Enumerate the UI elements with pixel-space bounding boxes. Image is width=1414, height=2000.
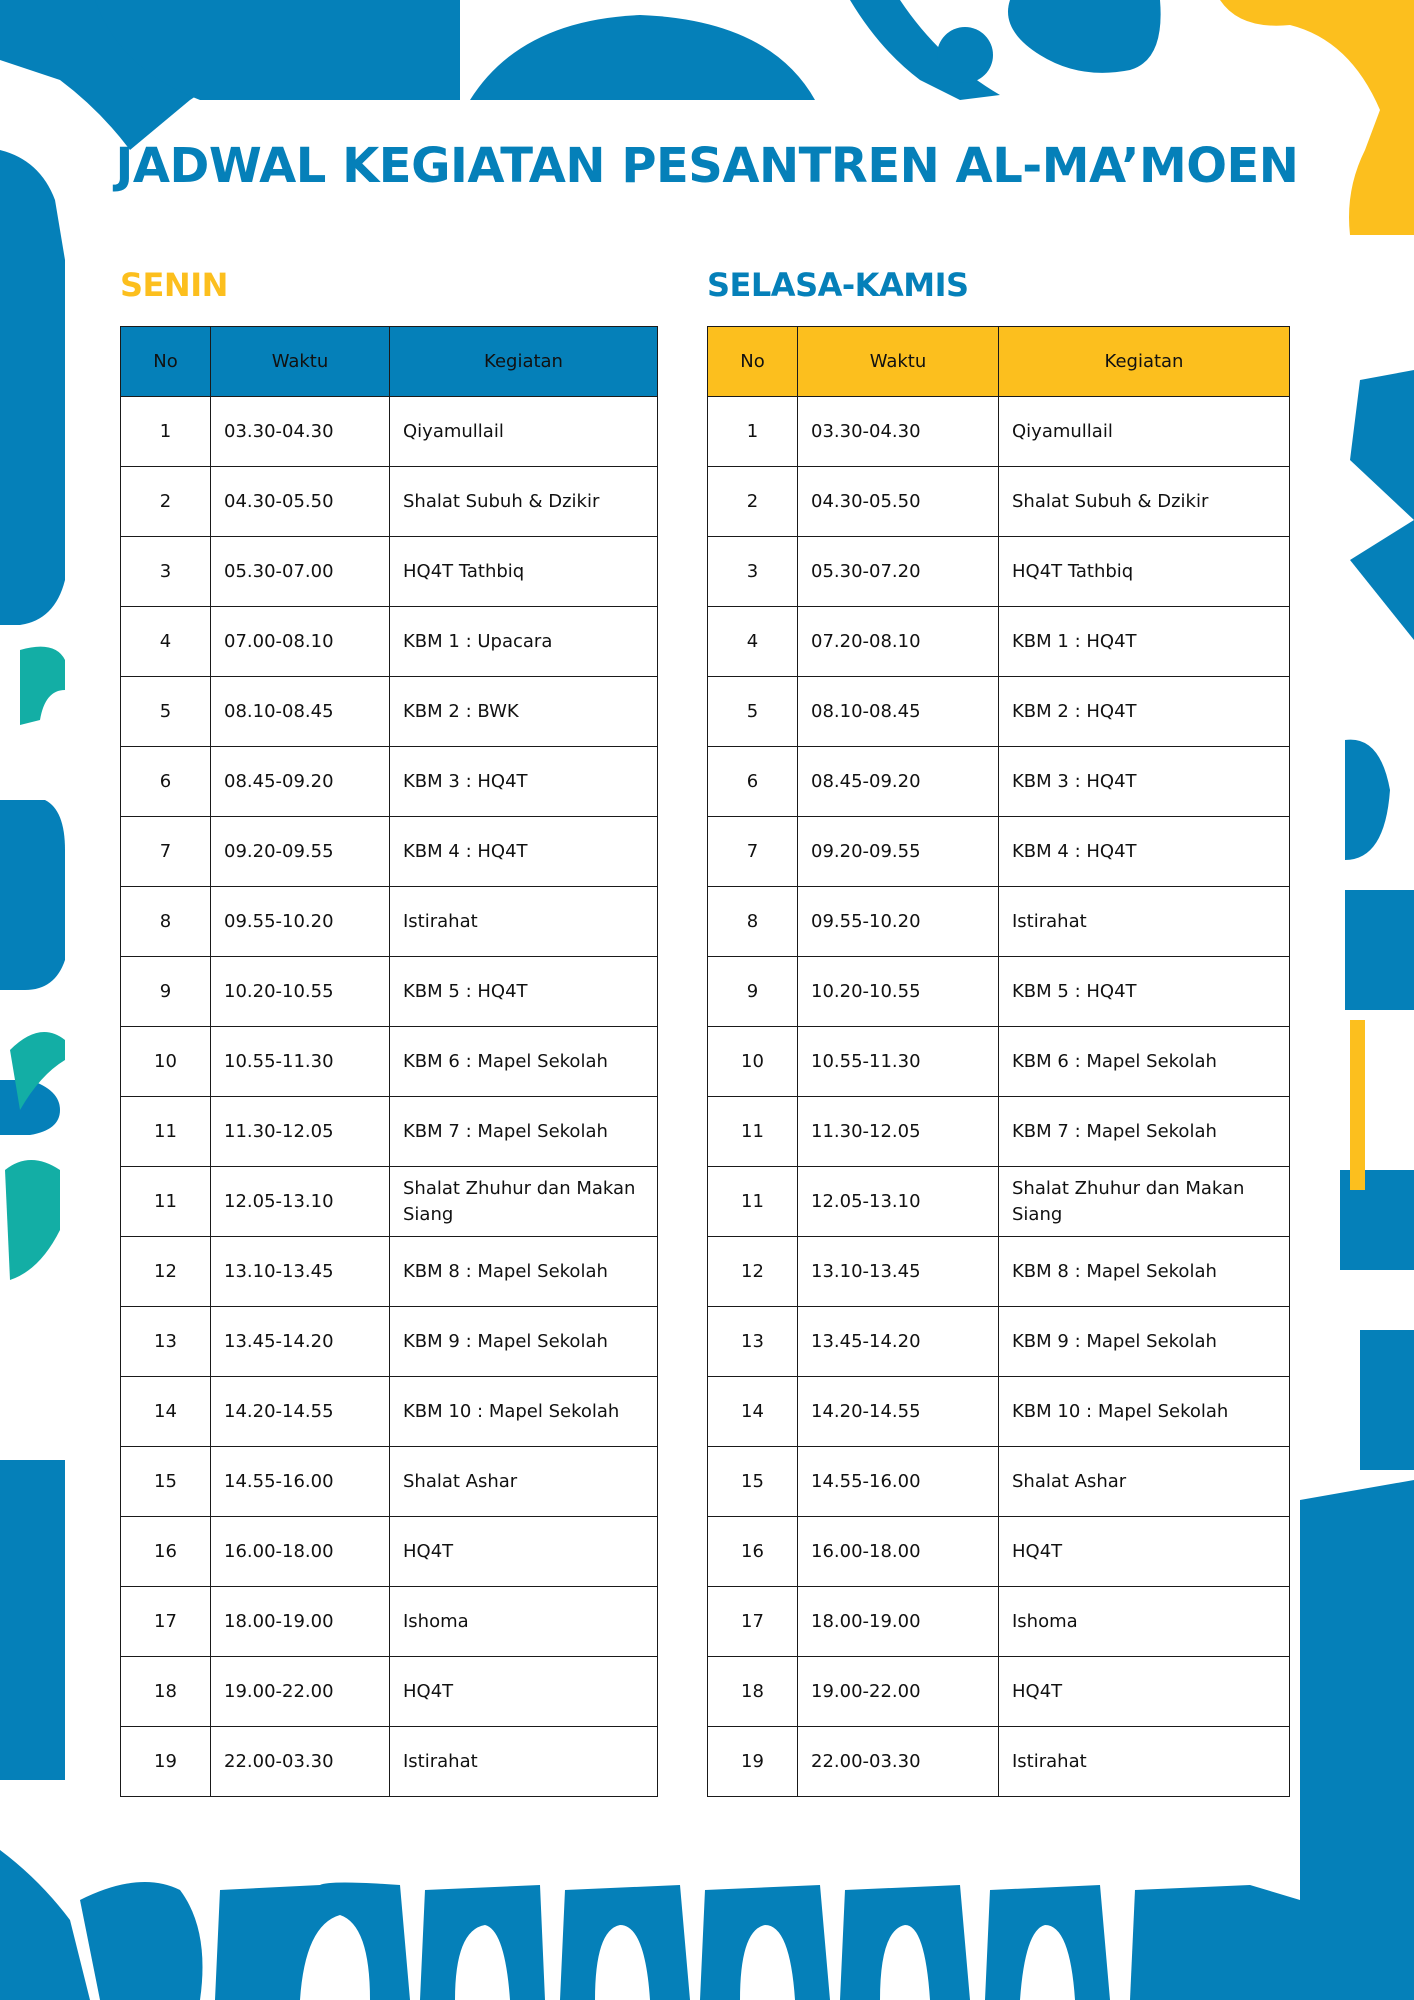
- header-no: No: [708, 327, 798, 397]
- cell-waktu: 14.20-14.55: [211, 1377, 390, 1447]
- cell-no: 18: [708, 1657, 798, 1727]
- cell-waktu: 14.55-16.00: [798, 1447, 999, 1517]
- cell-waktu: 08.10-08.45: [211, 677, 390, 747]
- cell-kegiatan: Istirahat: [999, 887, 1290, 957]
- cell-kegiatan: Ishoma: [999, 1587, 1290, 1657]
- table-row: [121, 747, 658, 817]
- cell-waktu: 18.00-19.00: [798, 1587, 999, 1657]
- cell-waktu: 03.30-04.30: [798, 397, 999, 467]
- cell-no: 14: [121, 1377, 211, 1447]
- table-row: [121, 467, 658, 537]
- cell-no: 8: [121, 887, 211, 957]
- cell-kegiatan: KBM 1 : HQ4T: [999, 607, 1290, 677]
- cell-no: 5: [121, 677, 211, 747]
- cell-kegiatan: KBM 4 : HQ4T: [390, 817, 658, 887]
- senin-table: [120, 326, 658, 1797]
- cell-waktu: 09.20-09.55: [211, 817, 390, 887]
- cell-kegiatan: KBM 5 : HQ4T: [999, 957, 1290, 1027]
- cell-waktu: 07.00-08.10: [211, 607, 390, 677]
- senin-heading: SENIN: [120, 266, 228, 304]
- cell-no: 18: [121, 1657, 211, 1727]
- cell-waktu: 09.55-10.20: [211, 887, 390, 957]
- cell-waktu: 11.30-12.05: [798, 1097, 999, 1167]
- table-row: [708, 537, 1290, 607]
- cell-no: 7: [121, 817, 211, 887]
- table-row: [708, 1237, 1290, 1307]
- cell-waktu: 13.45-14.20: [211, 1307, 390, 1377]
- cell-no: 6: [708, 747, 798, 817]
- table-row: [121, 1447, 658, 1517]
- table-row: [121, 1027, 658, 1097]
- cell-kegiatan: HQ4T: [999, 1657, 1290, 1727]
- cell-no: 17: [121, 1587, 211, 1657]
- cell-no: 6: [121, 747, 211, 817]
- cell-waktu: 03.30-04.30: [211, 397, 390, 467]
- cell-no: 1: [121, 397, 211, 467]
- cell-kegiatan: Shalat Ashar: [999, 1447, 1290, 1517]
- table-row: [708, 1167, 1290, 1237]
- cell-waktu: 10.20-10.55: [211, 957, 390, 1027]
- cell-kegiatan: KBM 7 : Mapel Sekolah: [999, 1097, 1290, 1167]
- table-header-row: [121, 327, 658, 397]
- cell-kegiatan: KBM 1 : Upacara: [390, 607, 658, 677]
- cell-no: 9: [708, 957, 798, 1027]
- cell-waktu: 04.30-05.50: [798, 467, 999, 537]
- header-waktu: Waktu: [798, 327, 999, 397]
- cell-waktu: 05.30-07.00: [211, 537, 390, 607]
- cell-no: 9: [121, 957, 211, 1027]
- cell-waktu: 22.00-03.30: [211, 1727, 390, 1797]
- table-row: [708, 887, 1290, 957]
- cell-no: 12: [121, 1237, 211, 1307]
- cell-kegiatan: KBM 5 : HQ4T: [390, 957, 658, 1027]
- cell-waktu: 19.00-22.00: [798, 1657, 999, 1727]
- table-row: [121, 1167, 658, 1237]
- table-row: [121, 1307, 658, 1377]
- cell-no: 15: [121, 1447, 211, 1517]
- cell-waktu: 10.55-11.30: [211, 1027, 390, 1097]
- cell-kegiatan: KBM 7 : Mapel Sekolah: [390, 1097, 658, 1167]
- cell-no: 15: [708, 1447, 798, 1517]
- table-row: [121, 887, 658, 957]
- table-row: [708, 397, 1290, 467]
- senin-rows: [121, 397, 658, 1797]
- table-row: [708, 1447, 1290, 1517]
- table-row: [708, 1377, 1290, 1447]
- cell-no: 19: [708, 1727, 798, 1797]
- cell-kegiatan: Shalat Ashar: [390, 1447, 658, 1517]
- cell-no: 3: [708, 537, 798, 607]
- header-kegiatan: Kegiatan: [999, 327, 1290, 397]
- cell-no: 13: [121, 1307, 211, 1377]
- cell-kegiatan: HQ4T Tathbiq: [390, 537, 658, 607]
- table-row: [708, 747, 1290, 817]
- table-row: [121, 957, 658, 1027]
- cell-kegiatan: KBM 6 : Mapel Sekolah: [390, 1027, 658, 1097]
- cell-no: 3: [121, 537, 211, 607]
- cell-waktu: 22.00-03.30: [798, 1727, 999, 1797]
- table-row: [708, 817, 1290, 887]
- cell-kegiatan: HQ4T Tathbiq: [999, 537, 1290, 607]
- cell-waktu: 08.45-09.20: [211, 747, 390, 817]
- table-row: [121, 607, 658, 677]
- cell-kegiatan: Qiyamullail: [390, 397, 658, 467]
- cell-kegiatan: HQ4T: [999, 1517, 1290, 1587]
- cell-no: 11: [708, 1167, 798, 1237]
- cell-waktu: 13.45-14.20: [798, 1307, 999, 1377]
- cell-kegiatan: Shalat Subuh & Dzikir: [999, 467, 1290, 537]
- cell-waktu: 08.10-08.45: [798, 677, 999, 747]
- cell-kegiatan: KBM 9 : Mapel Sekolah: [390, 1307, 658, 1377]
- cell-kegiatan: Shalat Subuh & Dzikir: [390, 467, 658, 537]
- cell-kegiatan: KBM 8 : Mapel Sekolah: [390, 1237, 658, 1307]
- cell-waktu: 13.10-13.45: [798, 1237, 999, 1307]
- cell-waktu: 09.55-10.20: [798, 887, 999, 957]
- cell-kegiatan: KBM 2 : HQ4T: [999, 677, 1290, 747]
- cell-kegiatan: Shalat Zhuhur dan Makan Siang: [999, 1167, 1290, 1237]
- cell-no: 7: [708, 817, 798, 887]
- cell-waktu: 09.20-09.55: [798, 817, 999, 887]
- cell-kegiatan: HQ4T: [390, 1657, 658, 1727]
- table-row: [708, 1517, 1290, 1587]
- cell-kegiatan: HQ4T: [390, 1517, 658, 1587]
- cell-waktu: 14.20-14.55: [798, 1377, 999, 1447]
- cell-waktu: 12.05-13.10: [798, 1167, 999, 1237]
- cell-kegiatan: Shalat Zhuhur dan Makan Siang: [390, 1167, 658, 1237]
- table-row: [708, 607, 1290, 677]
- cell-kegiatan: Ishoma: [390, 1587, 658, 1657]
- cell-no: 2: [121, 467, 211, 537]
- cell-no: 16: [121, 1517, 211, 1587]
- selasa-kamis-table: [707, 326, 1290, 1797]
- table-row: [121, 1587, 658, 1657]
- selasa-kamis-rows: [708, 397, 1290, 1797]
- cell-waktu: 18.00-19.00: [211, 1587, 390, 1657]
- cell-no: 8: [708, 887, 798, 957]
- cell-waktu: 04.30-05.50: [211, 467, 390, 537]
- table-row: [121, 677, 658, 747]
- cell-no: 17: [708, 1587, 798, 1657]
- table-header-row: [708, 327, 1290, 397]
- table-row: [121, 1097, 658, 1167]
- cell-no: 14: [708, 1377, 798, 1447]
- table-row: [121, 537, 658, 607]
- selasa-kamis-heading: SELASA-KAMIS: [707, 266, 969, 304]
- cell-kegiatan: Istirahat: [390, 1727, 658, 1797]
- table-row: [708, 1027, 1290, 1097]
- table-row: [708, 1727, 1290, 1797]
- table-row: [121, 1237, 658, 1307]
- cell-kegiatan: KBM 8 : Mapel Sekolah: [999, 1237, 1290, 1307]
- table-row: [121, 817, 658, 887]
- table-row: [708, 677, 1290, 747]
- cell-no: 10: [121, 1027, 211, 1097]
- cell-no: 4: [121, 607, 211, 677]
- cell-no: 12: [708, 1237, 798, 1307]
- table-row: [121, 1517, 658, 1587]
- cell-waktu: 16.00-18.00: [211, 1517, 390, 1587]
- cell-no: 4: [708, 607, 798, 677]
- cell-no: 16: [708, 1517, 798, 1587]
- senin-section: [120, 262, 636, 1772]
- cell-waktu: 05.30-07.20: [798, 537, 999, 607]
- cell-kegiatan: KBM 9 : Mapel Sekolah: [999, 1307, 1290, 1377]
- cell-kegiatan: KBM 3 : HQ4T: [390, 747, 658, 817]
- cell-kegiatan: KBM 10 : Mapel Sekolah: [999, 1377, 1290, 1447]
- cell-waktu: 10.55-11.30: [798, 1027, 999, 1097]
- cell-kegiatan: KBM 3 : HQ4T: [999, 747, 1290, 817]
- header-no: No: [121, 327, 211, 397]
- page-title: JADWAL KEGIATAN PESANTREN AL-MA’MOEN: [115, 138, 1299, 194]
- cell-waktu: 07.20-08.10: [798, 607, 999, 677]
- cell-waktu: 19.00-22.00: [211, 1657, 390, 1727]
- cell-waktu: 08.45-09.20: [798, 747, 999, 817]
- table-row: [121, 1727, 658, 1797]
- cell-waktu: 12.05-13.10: [211, 1167, 390, 1237]
- cell-kegiatan: Qiyamullail: [999, 397, 1290, 467]
- table-row: [121, 397, 658, 467]
- cell-kegiatan: Istirahat: [390, 887, 658, 957]
- header-kegiatan: Kegiatan: [390, 327, 658, 397]
- cell-no: 11: [121, 1097, 211, 1167]
- cell-no: 2: [708, 467, 798, 537]
- table-row: [121, 1377, 658, 1447]
- cell-kegiatan: KBM 6 : Mapel Sekolah: [999, 1027, 1290, 1097]
- cell-waktu: 16.00-18.00: [798, 1517, 999, 1587]
- cell-kegiatan: KBM 4 : HQ4T: [999, 817, 1290, 887]
- cell-no: 19: [121, 1727, 211, 1797]
- table-row: [708, 1097, 1290, 1167]
- cell-waktu: 10.20-10.55: [798, 957, 999, 1027]
- table-row: [708, 1587, 1290, 1657]
- selasa-kamis-section: [707, 262, 1245, 1772]
- cell-no: 1: [708, 397, 798, 467]
- table-row: [121, 1657, 658, 1727]
- cell-waktu: 13.10-13.45: [211, 1237, 390, 1307]
- cell-kegiatan: KBM 2 : BWK: [390, 677, 658, 747]
- cell-no: 10: [708, 1027, 798, 1097]
- cell-no: 11: [708, 1097, 798, 1167]
- cell-kegiatan: KBM 10 : Mapel Sekolah: [390, 1377, 658, 1447]
- table-row: [708, 467, 1290, 537]
- cell-no: 13: [708, 1307, 798, 1377]
- cell-waktu: 14.55-16.00: [211, 1447, 390, 1517]
- cell-no: 11: [121, 1167, 211, 1237]
- table-row: [708, 1657, 1290, 1727]
- table-row: [708, 957, 1290, 1027]
- header-waktu: Waktu: [211, 327, 390, 397]
- table-row: [708, 1307, 1290, 1377]
- cell-waktu: 11.30-12.05: [211, 1097, 390, 1167]
- cell-kegiatan: Istirahat: [999, 1727, 1290, 1797]
- cell-no: 5: [708, 677, 798, 747]
